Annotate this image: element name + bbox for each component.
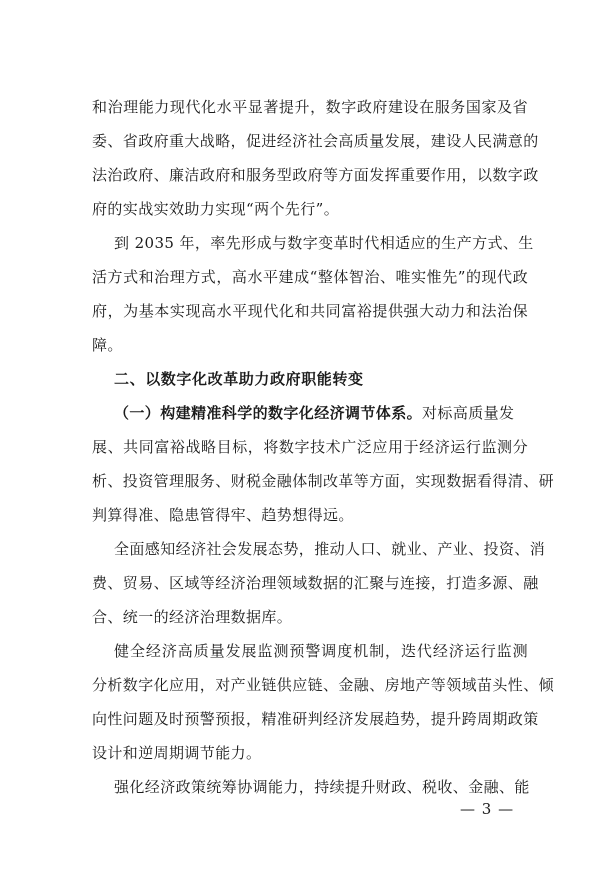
body-text-line: 府的实战实效助力实现“两个先行”。 <box>92 200 340 218</box>
body-text-line: 府，为基本实现高水平现代化和共同富裕提供强大动力和法治保 <box>92 302 528 320</box>
body-text-line: 和治理能力现代化水平显著提升，数字政府建设在服务国家及省 <box>92 98 528 116</box>
subsection-paragraph-first-line <box>114 403 528 423</box>
body-text-line: 委、省政府重大战略，促进经济社会高质量发展，建设人民满意的 <box>92 132 539 150</box>
paragraph-first-line: 到 2035 年，率先形成与数字变革时代相适应的生产方式、生 <box>114 234 534 252</box>
body-text-line: 展、共同富裕战略目标，将数字技术广泛应用于经济运行监测分 <box>92 438 528 456</box>
body-text-line: 析、投资管理服务、财税金融体制改革等方面，实现数据看得清、研 <box>92 472 555 490</box>
body-text-line: 合、统一的经济治理数据库。 <box>92 608 293 626</box>
body-text-line: 费、贸易、区域等经济治理领域数据的汇聚与连接，打造多源、融 <box>92 574 539 592</box>
subsection-text: 对标高质量发 <box>422 404 515 422</box>
section-heading: 二、以数字化改革助力政府职能转变 <box>114 370 364 388</box>
body-text-line: 设计和逆周期调节能力。 <box>92 744 262 762</box>
paragraph-first-line: 全面感知经济社会发展态势，推动人口、就业、产业、投资、消 <box>114 540 546 558</box>
body-text-line: 分析数字化应用，对产业链供应链、金融、房地产等领域苗头性、倾 <box>92 676 555 694</box>
paragraph-first-line: 健全经济高质量发展监测预警调度机制，迭代经济运行监测 <box>114 642 528 660</box>
body-text-line: 判算得准、隐患管得牢、趋势想得远。 <box>92 506 354 524</box>
page-number: — 3 — <box>460 800 515 818</box>
paragraph-first-line: 强化经济政策统筹协调能力，持续提升财政、税收、金融、能 <box>114 778 530 796</box>
body-text-line: 向性问题及时预警预报，精准研判经济发展趋势，提升跨周期政策 <box>92 710 539 728</box>
body-text-line: 活方式和治理方式，高水平建成“整体智治、唯实惟先”的现代政 <box>92 268 528 286</box>
body-text-line: 法治政府、廉洁政府和服务型政府等方面发挥重要作用，以数字政 <box>92 166 539 184</box>
subsection-heading: （一）构建精准科学的数字化经济调节体系。 <box>114 404 423 422</box>
body-text-line: 障。 <box>92 336 123 354</box>
